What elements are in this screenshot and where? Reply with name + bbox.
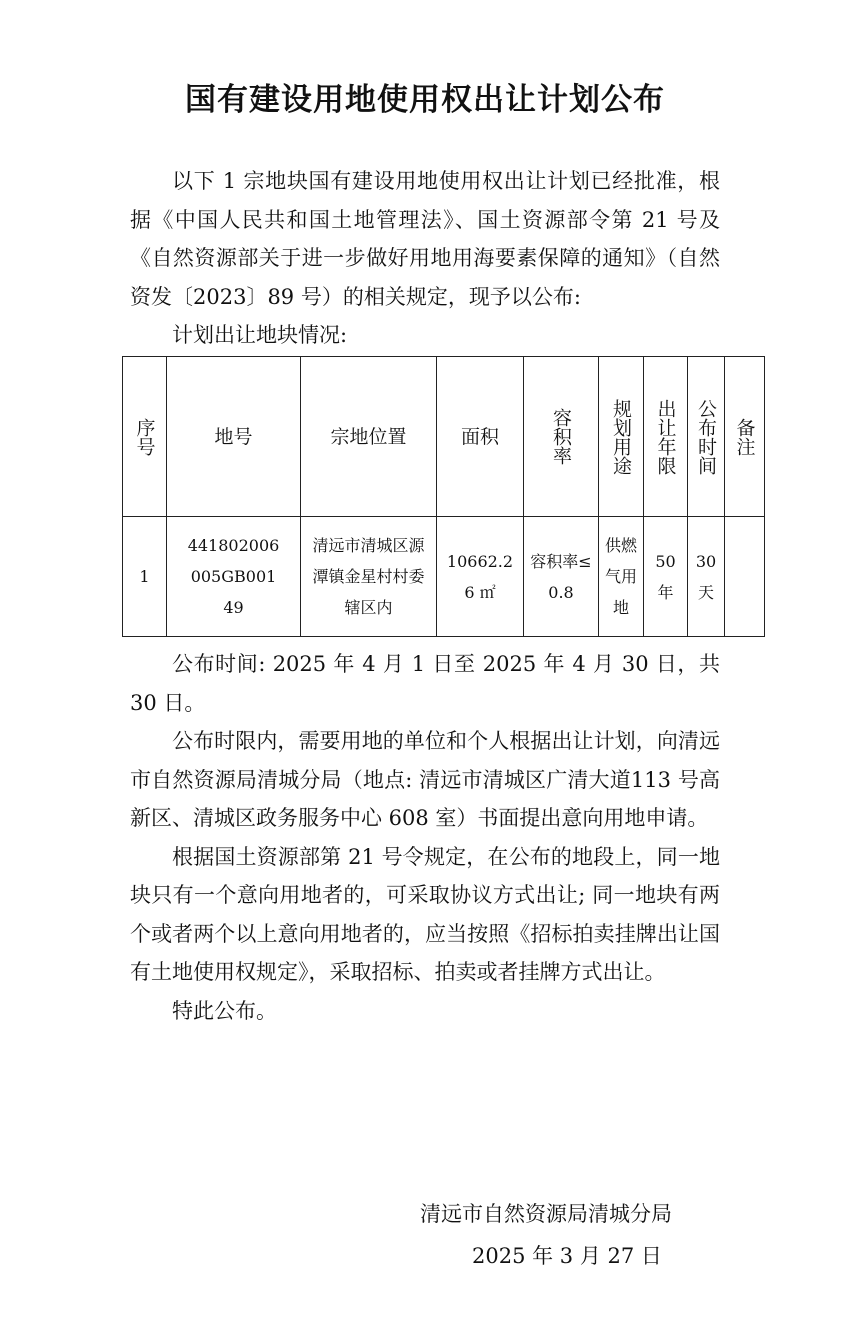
cell-remarks	[725, 517, 765, 637]
intro-section	[130, 162, 720, 355]
land-plan-table	[122, 356, 765, 637]
body-section	[130, 645, 720, 1030]
signature-date: 2025 年 3 月 27 日	[472, 1244, 662, 1268]
cell-location: 清远市清城区源潭镇金星村村委辖区内	[301, 517, 437, 637]
cell-publish-period: 30天	[688, 517, 725, 637]
header-remarks: 备注	[725, 357, 765, 517]
header-location: 宗地位置	[301, 357, 437, 517]
cell-term: 50年	[644, 517, 688, 637]
table-caption: 计划出让地块情况:	[172, 323, 348, 347]
header-term: 出让年限	[644, 357, 688, 517]
cell-plot-ratio: 容积率≤0.8	[524, 517, 599, 637]
header-publish-period: 公布时间	[688, 357, 725, 517]
cell-index: 1	[123, 517, 167, 637]
document-title: 国有建设用地使用权出让计划公布	[185, 82, 665, 118]
header-parcel-no: 地号	[167, 357, 301, 517]
header-index: 序号	[123, 357, 167, 517]
cell-planned-use: 供燃气用地	[599, 517, 644, 637]
table-row	[123, 517, 765, 637]
header-planned-use: 规划用途	[599, 357, 644, 517]
header-plot-ratio: 容积率	[524, 357, 599, 517]
intro-paragraph: 以下 1 宗地块国有建设用地使用权出让计划已经批准，根据《中国人民共和国土地管理法》、国土资源部令第 21 号及《自然资源部关于进一步做好用地用海要素保障的通知》（自然资发〔2023〕89 号）的相关规定，现予以公布:	[130, 169, 720, 309]
rule-paragraph: 根据国土资源部第 21 号令规定，在公布的地段上，同一地块只有一个意向用地者的，可采取协议方式出让; 同一地块有两个或者两个以上意向用地者的，应当按照《招标拍卖挂牌出让国有土地使用权规定》，采取招标、拍卖或者挂牌方式出让。	[130, 844, 720, 984]
closing-paragraph: 特此公布。	[172, 998, 277, 1023]
table-header-row	[123, 357, 765, 517]
signature-organization: 清远市自然资源局清城分局	[420, 1202, 672, 1226]
application-paragraph: 公布时限内，需要用地的单位和个人根据出让计划，向清远市自然资源局清城分局（地点: 清远市清城区广清大道113 号高新区、清城区政务服务中心 608 室）书面提出意向用地申请。	[130, 729, 720, 830]
publish-period-paragraph: 公布时间: 2025 年 4 月 1 日至 2025 年 4 月 30 日，共30 日。	[130, 652, 720, 715]
cell-area: 10662.26 ㎡	[437, 517, 524, 637]
cell-parcel-no: 441802006005GB00149	[167, 517, 301, 637]
header-area: 面积	[437, 357, 524, 517]
